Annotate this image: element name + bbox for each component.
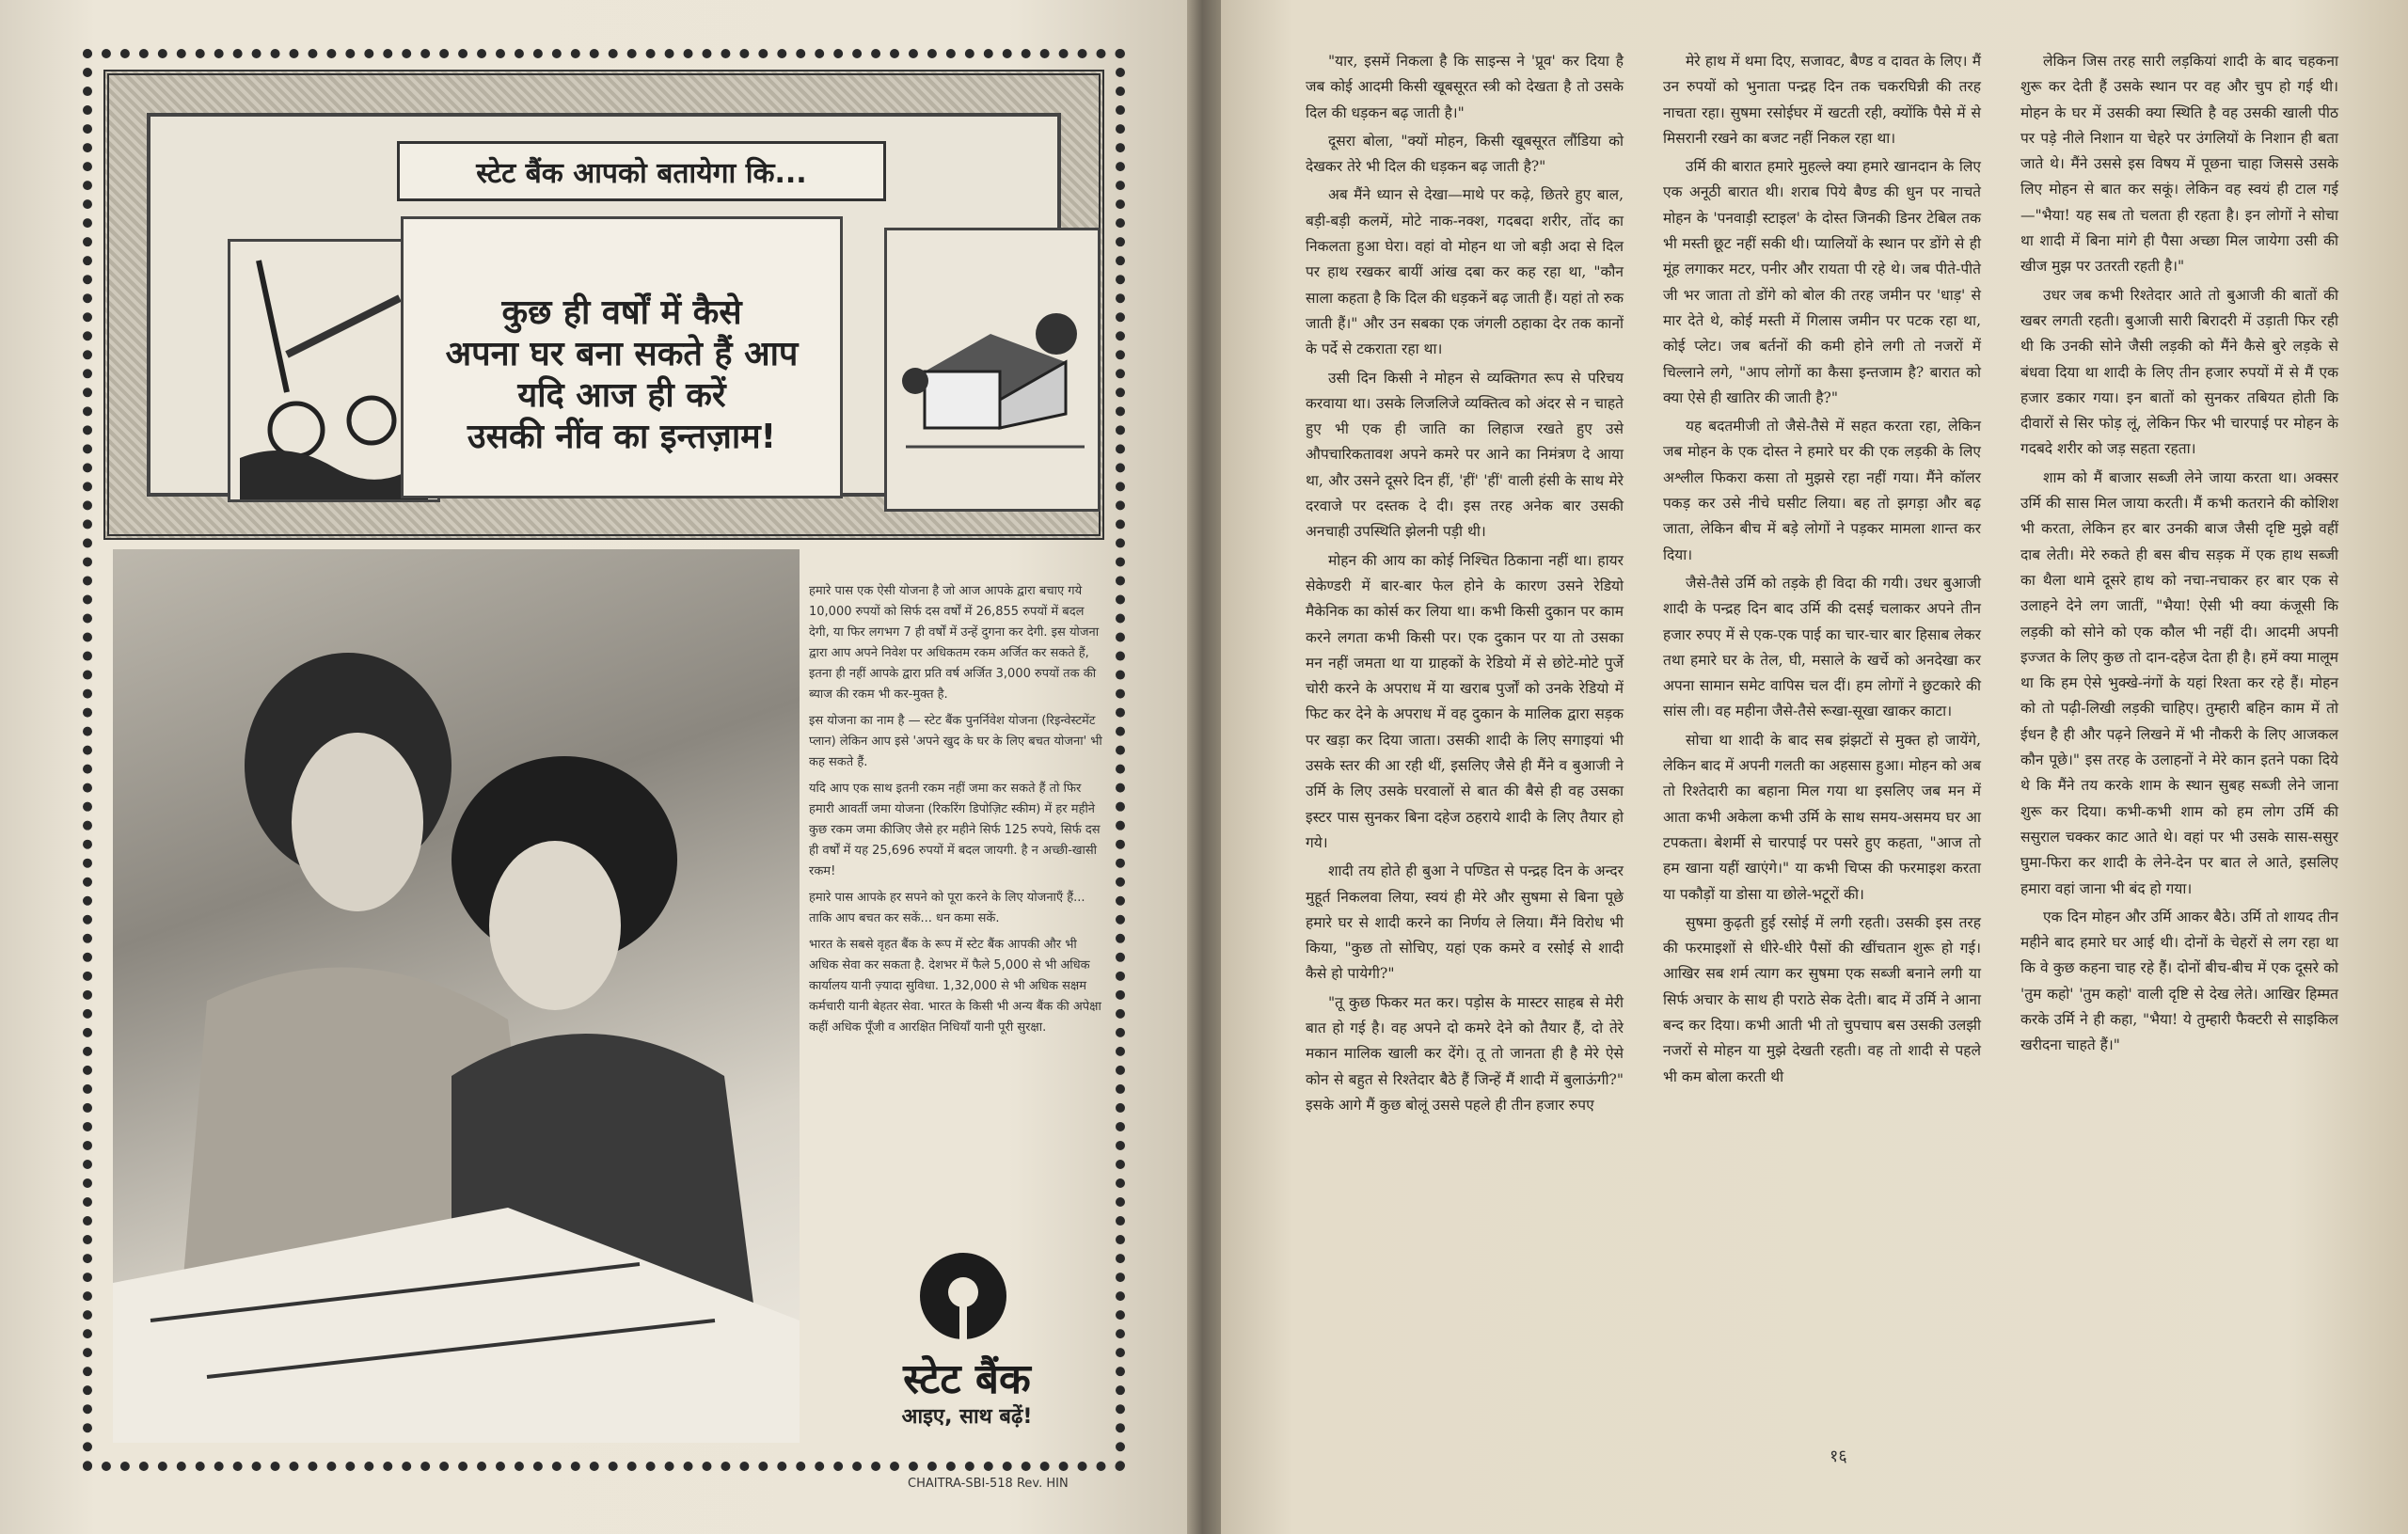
- story-paragraph: अब मैंने ध्यान से देखा—माथे पर कढ़े, छितरे हुए बाल, बड़ी-बड़ी कलमें, मोटे नाक-नक्श, गदबदा शरीर, तोंद का निकलता हुआ घेरा। वहां वो मोहन था जो बड़ी अदा से दिल पर हाथ रखकर बायीं आंख दबा कर कह रहा था, "कौन साला कहता है कि दिल की धड़कनें बढ़ जाती हैं। यहां तो रुक जाती हैं।" और उन सबका एक जंगली ठहाका देर तक कानों के पर्दे से टकराता रहा था।: [1306, 186, 1624, 358]
- ad-tagline-top: स्टेट बैंक आपको बतायेगा कि...: [397, 141, 886, 201]
- ad-headline-line: यदि आज ही करें: [517, 376, 726, 415]
- ad-headline: [401, 216, 843, 498]
- story-paragraph: एक दिन मोहन और उर्मि आकर बैठे। उर्मि तो शायद तीन महीने बाद हमारे घर आई थी। दोनों के चेहरों से लग रहा था कि वे कुछ कहना चाह रहे हैं। दोनों बीच-बीच में एक दूसरे को 'तुम कहो' 'तुम कहो' वाली दृष्टि से देख लेते। आखिर हिम्मत करके उर्मि ने ही कहा, "भैया! ये तुम्हारी फैक्टरी से साइकिल खरीदना चाहते हैं।": [2020, 908, 2338, 1054]
- story-text: [1306, 49, 2340, 1441]
- story-paragraph: उधर जब कभी रिश्तेदार आते तो बुआजी की बातों की खबर लगती रहती। बुआजी सारी बिरादरी में उड़ाती फिर रही थी कि उनकी सोने जैसी लड़की को मैंने कैसे बुरे लड़के से बंधवा दिया था शादी के लिए तीन हजार रुपयों में से मैं एक हजार डकार गया। इन बातों को सुनकर तबियत होती कि दीवारों से सिर फोड़ लूं, लेकिन फिर भी चारपाई पर मोहन के गदबदे शरीर को जड़ सहता रहता।: [2020, 286, 2338, 458]
- ad-headline-line: अपना घर बना सकते हैं आप: [445, 335, 799, 373]
- story-paragraph: मेरे हाथ में थमा दिए, सजावट, बैण्ड व दावत के लिए। मैं उन रुपयों को भुनाता पन्द्रह दिन तक चकरघिन्नी की तरह नाचता रहा। सुषमा रसोईघर में खटती रही, क्योंकि पैसे में से मिसरानी रखने का बजट नहीं निकल रहा था।: [1663, 53, 1981, 147]
- story-paragraph: उसी दिन किसी ने मोहन से व्यक्तिगत रूप से परिचय करवाया था। उसके लिजलिजे व्यक्तित्व को अंदर से न चाहते हुए भी एक ही जाति का लिहाज रखते हुए उसे औपचारिकतावश अपने कमरे पर आने का निमंत्रण दे आया था, और उसने दूसरे दिन हीं, 'हीं' 'हीं' वाली हंसी के साथ मेरे दरवाजे पर दस्तक दे दी। इस तरह अनेक बार उसकी अनचाही उपस्थिति झेलनी पड़ी थी।: [1306, 369, 1624, 541]
- ad-code: CHAITRA-SBI-518 Rev. HIN: [908, 1477, 1069, 1491]
- story-paragraph: सुषमा कुढ़ती हुई रसोई में लगी रहती। उसकी इस तरह की फरमाइशों से धीरे-धीरे पैसों की खींचतान शुरू हो गई। आखिर सब शर्म त्याग कर सुषमा एक सब्जी बनाने लगी या सिर्फ अचार के साथ ही पराठे सेक देती। बाद में उर्मि ने आना बन्द कर दिया। कभी आती भी तो चुपचाप बस उसकी उलझी नजरों से मोहन या मुझे देखती रहती। वह तो शादी से पहले भी कम बोला करती थी: [1663, 913, 1981, 1085]
- ad-ornate-frame: [103, 70, 1104, 540]
- story-paragraph: "यार, इसमें निकला है कि साइन्स ने 'प्रूव' कर दिया है जब कोई आदमी किसी खूबसूरत स्त्री को देखता है तो उसके दिल की धड़कन बढ़ जाती है।": [1306, 53, 1624, 121]
- story-paragraph: यह बदतमीजी तो जैसे-तैसे में सहत करता रहा, लेकिन जब मोहन के एक दोस्त ने हमारे घर की एक लड़की के लिए अश्लील फिकरा कसा तो मुझसे रहा नहीं गया। मैंने कॉलर पकड़ कर उसे नीचे घसीट लिया। बह तो झगड़ा और बढ़ जाता, लेकिन बीच में बड़े लोगों ने पड़कर मामला शान्त कर दिया।: [1663, 418, 1981, 563]
- brand-slogan: आइए, साथ बढ़ें!: [901, 1405, 1033, 1429]
- couple-photo-illustration: [113, 549, 800, 1443]
- story-column-2: [1663, 49, 1981, 1441]
- ad-paragraph: यदि आप एक साथ इतनी रकम नहीं जमा कर सकते हैं तो फिर हमारी आवर्ती जमा योजना (रिकरिंग डिपोज़िट स्कीम) में हर महीने कुछ रकम जमा कीजिए जैसे हर महीने सिर्फ 125 रुपये, सिर्फ दस ही वर्षों में यह 25,696 रुपयों में बदल जायगी. है न अच्छी-खासी रकम!: [809, 782, 1101, 878]
- story-paragraph: जैसे-तैसे उर्मि को तड़के ही विदा की गयी। उधर बुआजी शादी के पन्द्रह दिन बाद उर्मि की दसई चलाकर अपने तीन हजार रुपए में से एक-एक पाई का चार-चार बार हिसाब लेकर तथा हमारे घर के तेल, घी, मसाले के खर्चे को अनदेखा कर अपना सामान समेट वापिस चल दीं। हम लोगों ने छुटकारे की सांस ली। वह महीना जैसे-तैसे रूखा-सूखा खाकर काटा।: [1663, 574, 1981, 720]
- story-column-1: [1306, 49, 1624, 1441]
- sbi-advertisement: [83, 49, 1125, 1471]
- ad-paragraph: हमारे पास एक ऐसी योजना है जो आज आपके द्वारा बचाए गये 10,000 रुपयों को सिर्फ दस वर्षों में 26,855 रुपयों में बदल देगी, या फिर लगभग 7 ही वर्षों में उन्हें दुगना कर देगी. इस योजना द्वारा आप अपने निवेश पर अधिकतम रकम अर्जित कर सकते हैं, इतना ही नहीं आपके द्वारा प्रति वर्ष अर्जित 3,000 रुपयों तक की ब्याज की रकम भी कर-मुक्त है.: [809, 584, 1100, 702]
- ad-headline-line: कुछ ही वर्षों में कैसे: [501, 293, 742, 332]
- page-number: १६: [1830, 1447, 1847, 1466]
- house-illustration-icon: [887, 230, 1098, 509]
- story-paragraph: लेकिन जिस तरह सारी लड़कियां शादी के बाद चहकना शुरू कर देती हैं उसके स्थान पर वह और चुप हो गई थी। मोहन के घर में उसकी क्या स्थिति है वह उसकी खाली पीठ पर पड़े नीले निशान या चेहरे पर उंगलियों के निशान ही बता जाते थे। मैंने उससे इस विषय में पूछना चाहा जिससे उसके लिए मोहन से बात कर सकूं। लेकिन वह स्वयं ही टाल गई—"भैया! यह सब तो चलता ही रहता है। इन लोगों ने सोचा था शादी में बिना मांगे ही पैसा अच्छा मिल जायेगा उसी की खीज मुझ पर उतरती रहती है।": [2020, 53, 2338, 276]
- story-paragraph: दूसरा बोला, "क्यों मोहन, किसी खूबसूरत लौंडिया को देखकर तेरे भी दिल की धड़कन बढ़ जाती है?": [1306, 132, 1624, 176]
- ad-paragraph: इस योजना का नाम है — स्टेट बैंक पुनर्निवेश योजना (रिइन्वेस्टमेंट प्लान) लेकिन आप इसे 'अपने खुद के घर के लिए बचत योजना' भी कह सकते हैं.: [809, 714, 1102, 769]
- ad-paragraph: भारत के सबसे वृहत बैंक के रूप में स्टेट बैंक आपकी और भी अधिक सेवा कर सकता है. देशभर में फैले 5,000 से भी अधिक कार्यालय यानी ज़्यादा सुविधा. 1,32,000 से भी अधिक सक्षम कर्मचारी यानी बेहतर सेवा. भारत के किसी भी अन्य बैंक की अपेक्षा कहीं अधिक पूँजी व आरक्षित निधियाँ यानी पूरी सुरक्षा.: [809, 938, 1101, 1035]
- sbi-logo-icon: [920, 1253, 1006, 1339]
- story-paragraph: मोहन की आय का कोई निश्चित ठिकाना नहीं था। हायर सेकेण्डरी में बार-बार फेल होने के कारण उसने रेडियो मैकेनिक का कोर्स कर लिया था। कभी किसी दुकान पर काम करने लगता कभी किसी पर। एक दुकान पर या तो उसका मन नहीं जमता था या ग्राहकों के रेडियो में से छोटे-मोटे पुर्जे चोरी करने के अपराध में या खराब पुर्जों को उनके रेडियो में फिट कर देने के अपराध में वह दुकान के मालिक द्वारा सड़क पर खड़ा कर दिया जाता। उसकी शादी के लिए सगाइयां भी उसके स्तर की आ रही थीं, इसलिए जैसे ही मैंने व बुआजी ने उर्मि के लिए उसके घरवालों से बात की बैसे ही वह उसका इस्टर पास सुनकर बिना दहेज ठहराये शादी के लिए तैयार हो गये।: [1306, 551, 1624, 851]
- ad-paragraph: हमारे पास आपके हर सपने को पूरा करने के लिए योजनाएँ हैं... ताकि आप बचत कर सकें... धन कमा सकें.: [809, 891, 1085, 925]
- ad-illustration-house: [884, 228, 1101, 512]
- story-paragraph: शाम को मैं बाजार सब्जी लेने जाया करता था। अक्सर उर्मि की सास मिल जाया करती। मैं कभी कतराने की कोशिश भी करता, लेकिन हर बार उनकी बाज जैसी दृष्टि मुझे वहीं दाब लेती। मेरे रुकते ही बस बीच सड़क में एक हाथ सब्जी का थैला थामे दूसरे हाथ को नचा-नचाकर हर बार एक से उलाहने देने लग जातीं, "भैया! ऐसी भी क्या कंजूसी कि लड़की को सोने को एक कौल भी नहीं दी। आदमी अपनी इज्जत के लिए कुछ तो दान-दहेज देता ही है। हमें क्या मालूम था कि हम ऐसे भुक्खे-नंगों के यहां रिश्ता कर रहे हैं। मोहन को तो पढ़ी-लिखी लड़की चाहिए। तुम्हारी बहिन काम में तो ईधन है ही और पढ़ने लिखने में भी नौकरी के लिए आजकल कौन पूछे।" इस तरह के उलाहनों ने मेरे कान इतने पका दिये थे कि मैंने तय करके शाम के स्थान सुबह सब्जी लेने जाना शुरू कर दिया। कभी-कभी शाम को हम लोग उर्मि की ससुराल चक्कर काट आते थे। वहां पर भी उसके सास-ससुर घुमा-फिरा कर शादी के लेने-देन पर बात ले आते, इसलिए हमारा वहां जाना भी बंद हो गया।: [2020, 468, 2338, 897]
- ad-headline-line: उसकी नींव का इन्तज़ाम!: [467, 418, 777, 456]
- ad-photo-couple: [113, 549, 800, 1443]
- ad-body-text: [809, 581, 1106, 1044]
- story-paragraph: उर्मि की बारात हमारे मुहल्ले क्या हमारे खानदान के लिए एक अनूठी बारात थी। शराब पिये बैण्ड की धुन पर नाचते मोहन के 'पनवाड़ी स्टाइल' के दोस्त जिनकी डिनर टेबिल तक भी मस्ती छूट नहीं सकी थी। प्यालियों के स्थान पर डोंगे से ही मूंह लगाकर मटर, पनीर और रायता पी रहे थे। जब पीते-पीते जी भर जाता तो डोंगे को बोल की तरह जमीन पर 'धाड़' से मार देते थे, कोई मस्ती में गिलास जमीन पर पटक रहा था, कोई प्लेट। जब बर्तनों की कमी होने लगी तो नजरों में चिल्लाने लगे, "आप लोगों का कैसा इन्तजाम है? बारात को क्या ऐसे ही खातिर की जाती है?": [1663, 158, 1981, 406]
- story-paragraph: सोचा था शादी के बाद सब झंझटों से मुक्त हो जायेंगे, लेकिन बाद में अपनी गलती का अहसास हुआ। मोहन को अब तो रिश्तेदारी का बहाना मिल गया था इसलिए जब मन में आता कभी अकेला कभी उर्मि के साथ समय-असमय घर आ टपकता। बेशर्मी से चारपाई पर पसरे हुए कहता, "आज तो हम खाना यहीं खाएंगे।" या कभी चिप्स की फरमाइश करता या पकौड़ों या डोसा या छोले-भटूरों की।: [1663, 731, 1981, 903]
- book-gutter: [1187, 0, 1221, 1534]
- story-column-3: [2020, 49, 2338, 1441]
- brand-name: स्टेट बैंक: [903, 1355, 1031, 1403]
- story-paragraph: "तू कुछ फिकर मत कर। पड़ोस के मास्टर साहब से मेरी बात हो गई है। वह अपने दो कमरे देने को तैयार हैं, दो तेरे मकान मालिक खाली कर देंगे। तू तो जानता ही है मेरे ऐसे कोन से बहुत से रिश्तेदार बैठे हैं जिन्हें मैं शादी में बुलाऊंगी?" इसके आगे मैं कुछ बोलूं उससे पहले ही तीन हजार रुपए: [1306, 993, 1624, 1114]
- story-paragraph: शादी तय होते ही बुआ ने पण्डित से पन्द्रह दिन के अन्दर मुहूर्त निकलवा लिया, स्वयं ही मेरे और सुषमा से बिना पूछे हमारे घर से शादी करने का निर्णय ले लिया। मैंने विरोध भी किया, "कुछ तो सोचिए, यहां एक कमरे व रसोई से शादी कैसे हो पायेगी?": [1306, 862, 1624, 983]
- left-page: [0, 0, 1187, 1534]
